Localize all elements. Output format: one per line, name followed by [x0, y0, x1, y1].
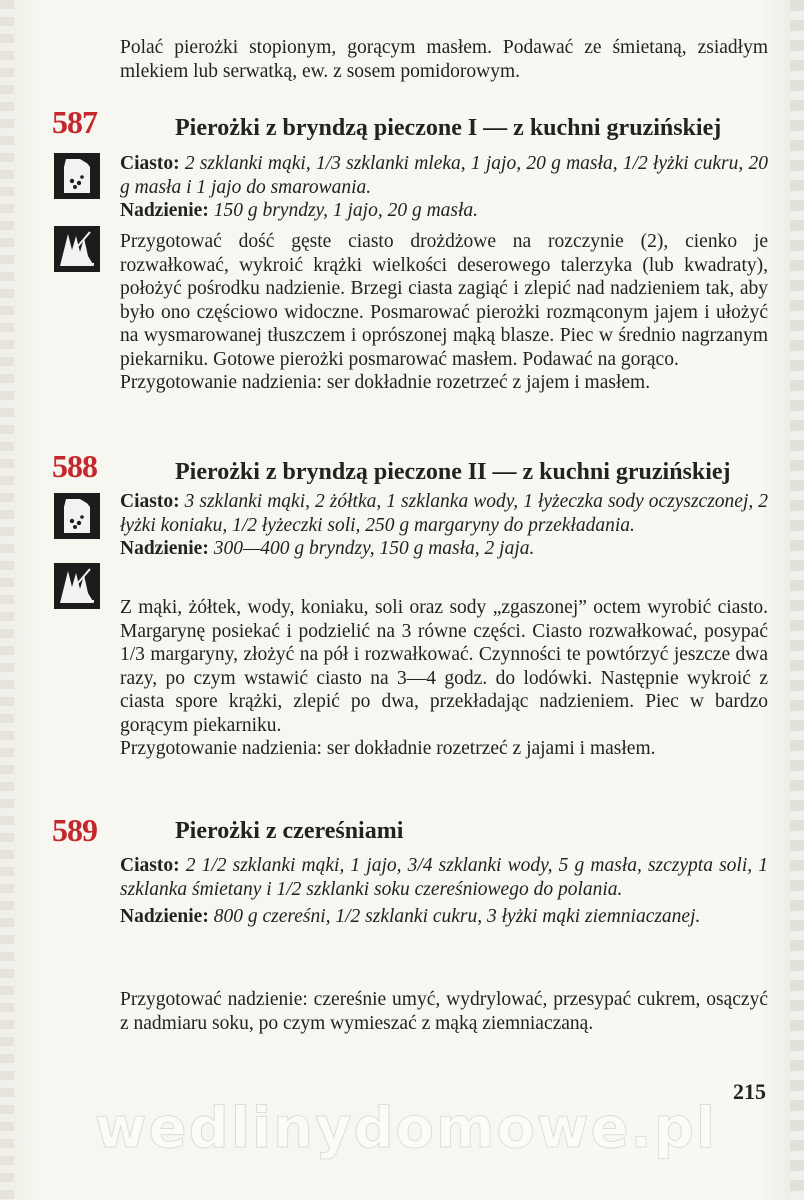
recipe-number: 589	[52, 812, 97, 848]
recipe-ingredients	[120, 854, 768, 929]
recipe-title: Pierożki z bryndzą pieczone I — z kuchni gruzińskiej	[175, 115, 722, 141]
recipe-method	[120, 596, 768, 761]
recipe-number: 588	[52, 448, 97, 484]
page-number: 215	[733, 1079, 766, 1104]
filling-label: Nadzienie:	[120, 538, 209, 559]
torn-edge-left	[0, 0, 14, 1200]
dough-ingredients: 3 szklanki mąki, 2 żółtka, 1 szklanka wody, 1 łyżeczka sody oczyszczonej, 2 łyżki koniaku, 1/2 łyżeczki soli, 250 g margaryny do przekładania.	[120, 491, 769, 536]
recipe-number: 587	[52, 104, 97, 140]
filling-prep-text: Przygotowanie nadzienia: ser dokładnie rozetrzeć z jajem i masłem.	[120, 372, 651, 393]
filling-prep-text: Przygotowanie nadzienia: ser dokładnie rozetrzeć z jajami i masłem.	[120, 738, 656, 759]
dough-label: Ciasto:	[120, 153, 180, 174]
recipe-method	[120, 988, 768, 1035]
filling-ingredients: 800 g czereśni, 1/2 szklanki cukru, 3 łyżki mąki ziemniaczanej.	[213, 906, 701, 927]
dough-ingredients: 2 szklanki mąki, 1/3 szklanki mleka, 1 jajo, 20 g masła, 1/2 łyżki cukru, 20 g masła i 1 jajo do smarowania.	[120, 153, 769, 198]
intro-paragraph	[120, 36, 768, 83]
oven-heat-icon	[54, 563, 100, 609]
dough-label: Ciasto:	[120, 855, 180, 876]
filling-label: Nadzienie:	[120, 200, 209, 221]
method-text: Przygotować dość gęste ciasto drożdżowe na rozczynie (2), cienko je rozwałkować, wykroić krążki wielkości deserowego talerzyka (lub kwadraty), położyć pośrodku nadzienie. Brzegi ciasta zagiąć i zlepić nad nadzieniem tak, aby było ono częściowo widoczne. Posmarować pierożki rozmąconym jajem i ułożyć na wysmarowanej tłuszczem i oprószonej mąką blasze. Piec w średnio nagrzanym piekarniku. Gotowe pierożki posmarować masłem. Podawać na gorąco.	[120, 231, 768, 370]
method-text: Z mąki, żółtek, wody, koniaku, soli oraz sody „zgaszonej” octem wyrobić ciasto. Margarynę posiekać i podzielić na 3 równe części. Ciasto rozwałkować, posypać 1/3 margaryny, złożyć na pół i rozwałkować. Czynności te powtórzyć jeszcze dwa razy, po czym wstawić ciasto na 3—4 godz. do lodówki. Następnie wykroić z ciasta spore krążki, zlepić po dwa, przekładając nadzieniem. Piec w bardzo gorącym piekarniku.	[120, 597, 768, 736]
filling-ingredients: 300—400 g bryndzy, 150 g masła, 2 jaja.	[213, 538, 535, 559]
flour-bag-icon	[54, 153, 100, 199]
dough-ingredients: 2 1/2 szklanki mąki, 1 jajo, 3/4 szklanki wody, 5 g masła, szczypta soli, 1 szklanka śmietany i 1/2 szklanki soku czereśniowego do polania.	[120, 855, 768, 900]
recipe-title: Pierożki z czereśniami	[175, 818, 404, 844]
filling-label: Nadzienie:	[120, 906, 209, 927]
intro-text: Polać pierożki stopionym, gorącym masłem. Podawać ze śmietaną, zsiadłym mlekiem lub serwatką, ew. z sosem pomidorowym.	[120, 37, 768, 82]
recipe-title: Pierożki z bryndzą pieczone II — z kuchni gruzińskiej	[175, 459, 731, 485]
filling-ingredients: 150 g bryndzy, 1 jajo, 20 g masła.	[213, 200, 479, 221]
dough-label: Ciasto:	[120, 491, 180, 512]
recipe-ingredients	[120, 490, 768, 561]
recipe-method	[120, 230, 768, 395]
oven-heat-icon	[54, 226, 100, 272]
method-text: Przygotować nadzienie: czereśnie umyć, wydrylować, przesypać cukrem, osączyć z nadmiaru soku, po czym wymieszać z mąką ziemniaczaną.	[120, 989, 768, 1034]
torn-edge-right	[790, 0, 804, 1200]
flour-bag-icon	[54, 493, 100, 539]
recipe-ingredients	[120, 152, 768, 223]
watermark: wedlinydomowe.pl	[94, 1096, 718, 1161]
